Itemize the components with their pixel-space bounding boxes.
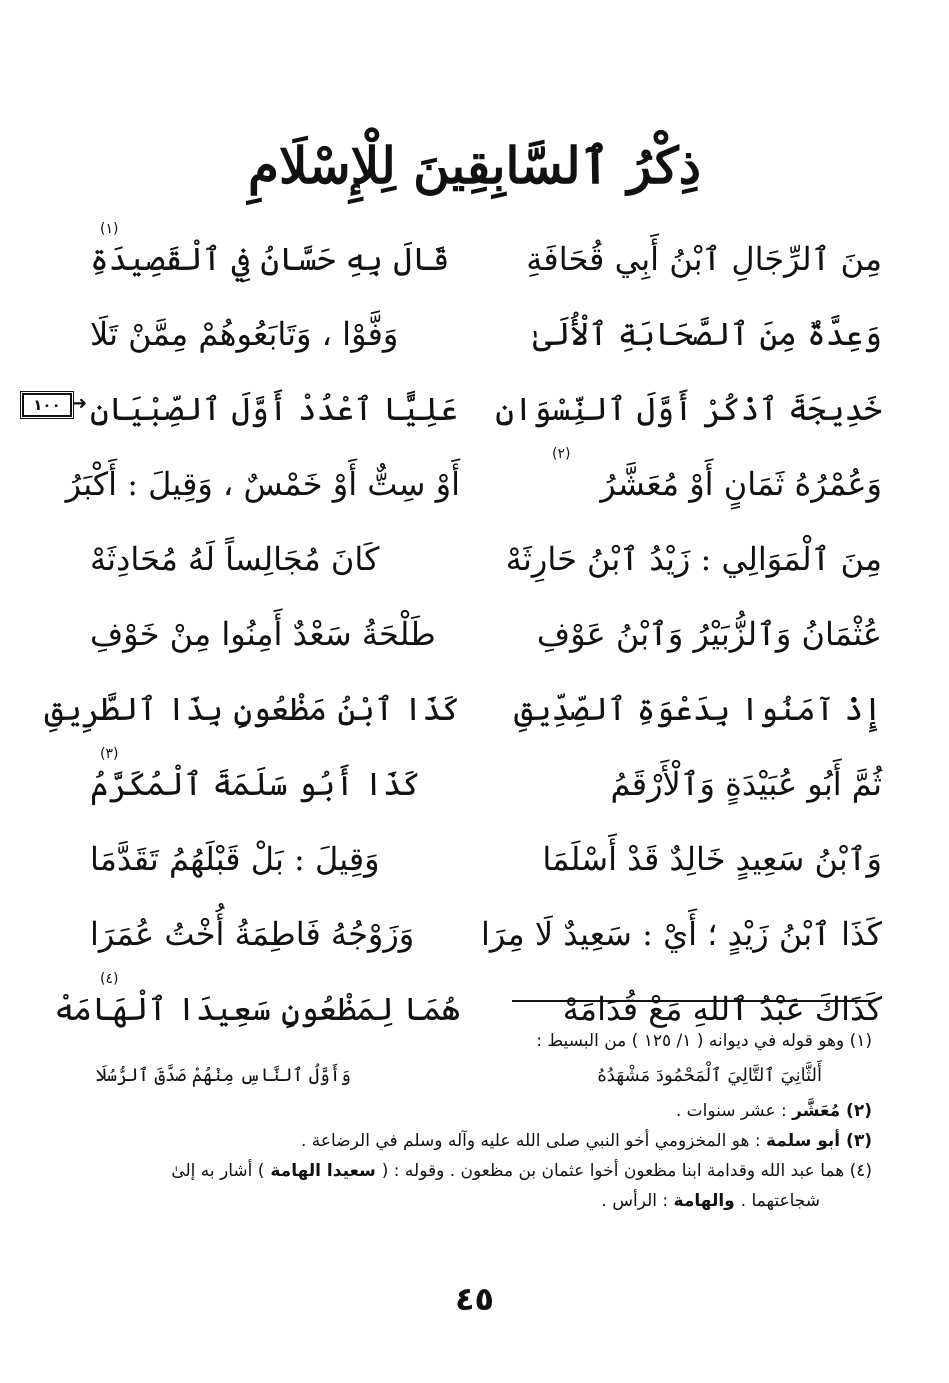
verse-second-hemistich: وَفَّوْا ، وَتَابَعُوهُمْ مِمَّنْ تَلَا [90, 315, 399, 353]
verse-second-hemistich [90, 222, 460, 297]
footnote-text: شجاعتهما . [740, 1191, 820, 1211]
verse-row [65, 446, 882, 522]
verse-second-hemistich: كَانَ مُجَالِساً لَهُ مُحَادِثَهْ [90, 540, 380, 578]
verse-row [90, 522, 882, 597]
verse-row [90, 222, 882, 297]
footnote-term: والهامة [673, 1191, 741, 1211]
verse-row [90, 597, 882, 672]
verse-first-hemistich: عُثْمَانُ وَٱلزُّبَيْرُ وَٱبْنُ عَوْفِ [536, 615, 882, 653]
verse-row [90, 897, 882, 972]
footnote-term: سعيدا الهامة [264, 1161, 382, 1181]
verse-first-hemistich: مِنَ ٱلْمَوَالِي : زَيْدُ ٱبْنُ حَارِثَهْ [505, 540, 882, 578]
verse-text: هُمَا لِمَظْعُونٍ سَعِيدَا ٱلْهَامَهْ [54, 990, 460, 1028]
footnote-4-continued [96, 1186, 872, 1216]
footnote-marker[interactable]: (٤) [100, 971, 119, 987]
verse-first-hemistich: وَٱبْنُ سَعِيدٍ خَالِدٌ قَدْ أَسْلَمَا [542, 840, 882, 878]
footnote-separator [512, 1000, 870, 1002]
verse-row [90, 747, 882, 822]
footnote-1: (١) وهو قوله في ديوانه ( ١/ ١٢٥ ) من البسيط : [536, 1031, 872, 1051]
quoted-verse-second: وَأَوَّلُ ٱلنَّاسِ مِنْهُمْ صَدَّقَ ٱلرُّسُلَا [96, 1065, 351, 1086]
quoted-verse [96, 1056, 872, 1096]
reference-number-box: ١٠٠ [22, 393, 72, 417]
verse-text: وَعُمْرُهُ ثَمَانٍ أَوْ مُعَشَّرُ [600, 465, 882, 503]
footnote-4 [96, 1156, 872, 1186]
verse-text: كَذَا أَبُو سَلَمَةَ ٱلْمُكَرَّمُ [90, 765, 421, 803]
footnote-3 [96, 1126, 872, 1156]
footnote-text: : عشر سنوات . [675, 1101, 793, 1121]
verse-first-hemistich: خَدِيجَةَ ٱذْكُرْ أَوَّلَ ٱلنِّسْوَانِ [495, 390, 882, 428]
footnote-marker[interactable]: (٣) [100, 746, 119, 762]
verse-first-hemistich: كَذَاكَ عَبْدُ ٱللهِ مَعْ قُدَامَهْ [562, 990, 882, 1028]
footnotes [96, 1026, 872, 1216]
verse-second-hemistich: أَوْ سِتٌّ أَوْ خَمْسٌ ، وَقِيلَ : أَكْبَرُ [65, 465, 460, 503]
verse-second-hemistich: كَذَا ٱبْنُ مَظْعُونٍ بِذَا ٱلطَّرِيقِ [44, 690, 460, 728]
quoted-verse-first: أَلثَّانِيَ ٱلتَّالِيَ ٱلْمَحْمُودَ مَشْهَدُهُ [597, 1065, 822, 1086]
arrow-right-icon: ➜ [72, 393, 88, 414]
footnote-text: (٤) هما عبد الله وقدامة ابنا مظعون أخوا عثمان بن مظعون . وقوله : ( [381, 1161, 872, 1181]
page-title: ذِكْرُ ٱلسَّابِقِينَ لِلْإِسْلَامِ [248, 136, 701, 195]
footnote-marker[interactable]: (٢) [552, 446, 571, 462]
verse-second-hemistich: طَلْحَةُ سَعْدٌ أَمِنُوا مِنْ خَوْفِ [90, 615, 436, 653]
verse-row [90, 297, 882, 372]
verse-first-hemistich: إِذْ آمَنُوا بِدَعْوَةِ ٱلصِّدِّيقِ [513, 690, 882, 728]
verse-second-hemistich: وَقِيلَ : بَلْ قَبْلَهُمُ تَقَدَّمَا [90, 840, 380, 878]
footnote-marker[interactable]: (١) [100, 221, 119, 237]
verse-row [44, 672, 882, 747]
verse-first-hemistich [512, 447, 882, 522]
footnote-text: : هو المخزومي أخو النبي صلى الله عليه وآله وسلم في الرضاعة . [300, 1131, 766, 1151]
footnote-term: (٣) أبو سلمة [765, 1131, 872, 1151]
verse-row [90, 822, 882, 897]
footnote-text: ) أشار به إلىٰ [171, 1161, 265, 1181]
verse-first-hemistich: ثُمَّ أَبُو عُبَيْدَةٍ وَٱلْأَرْقَمُ [610, 765, 882, 803]
footnote-term: (٢) مُعَشَّر [792, 1101, 872, 1121]
footnote-text: : الرأس . [601, 1191, 674, 1211]
verse-second-hemistich: وَزَوْجُهُ فَاطِمَةُ أُخْتُ عُمَرَا [90, 915, 415, 953]
verse-row [90, 372, 882, 447]
verse-first-hemistich: وَعِدَّةٌ مِنَ ٱلصَّحَابَةِ ٱلْأُلَىٰ [532, 315, 882, 353]
verse-first-hemistich: كَذَا ٱبْنُ زَيْدٍ ؛ أَيْ : سَعِيدٌ لَا مِرَا [481, 915, 882, 953]
verse-second-hemistich: عَلِيًّا ٱعْدُدْ أَوَّلَ ٱلصِّبْيَانِ [90, 390, 459, 428]
verse-text: قَالَ بِهِ حَسَّانُ فِي ٱلْقَصِيدَةِ [90, 240, 450, 278]
verse-first-hemistich: مِنَ ٱلرِّجَالِ ٱبْنُ أَبِي قُحَافَةِ [526, 240, 882, 278]
footnote-2 [96, 1096, 872, 1126]
page-number: ٤٥ [454, 1280, 495, 1318]
verse-second-hemistich [90, 747, 460, 822]
